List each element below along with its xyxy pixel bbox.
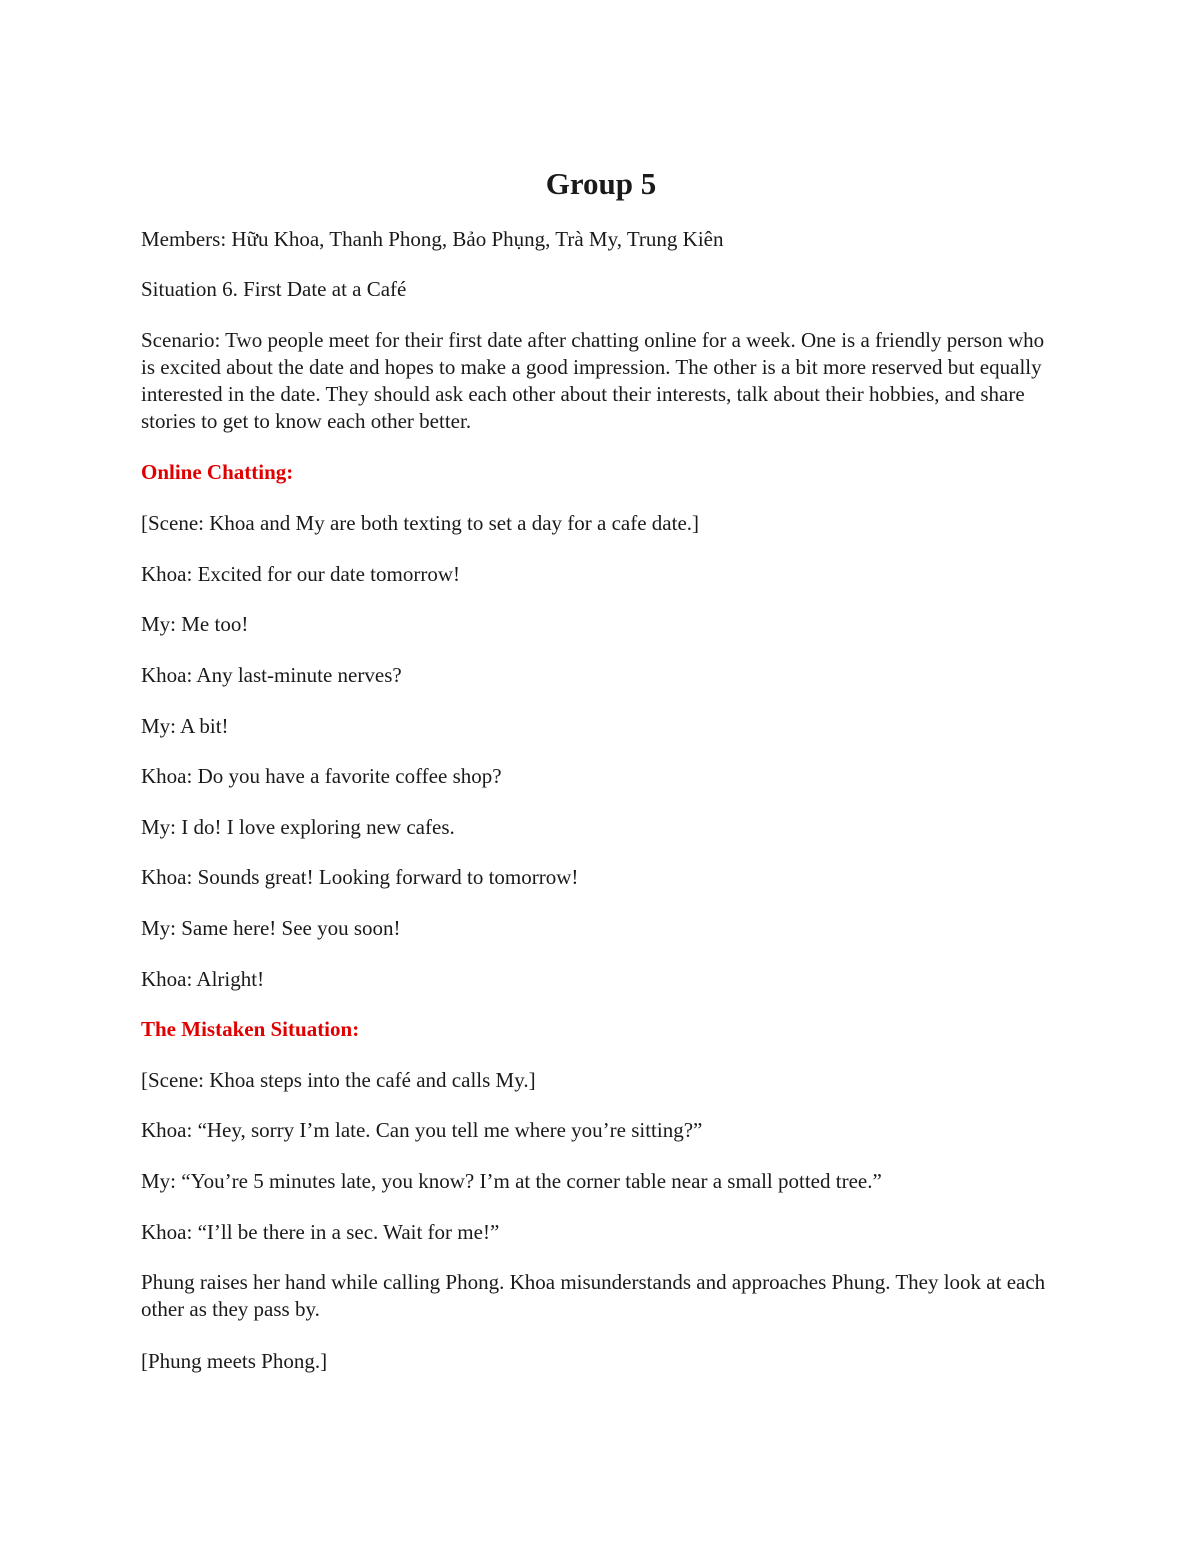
dialogue-line: Khoa: Alright!: [141, 967, 265, 991]
dialogue-line: My: “You’re 5 minutes late, you know? I’m at the corner table near a small potted tree.”: [141, 1169, 882, 1193]
document-title: Group 5: [545, 166, 657, 201]
section-heading-mistaken-situation: The Mistaken Situation:: [141, 1017, 360, 1041]
dialogue-line: Khoa: Do you have a favorite coffee shop?: [141, 764, 502, 788]
dialogue-line: My: I do! I love exploring new cafes.: [141, 815, 455, 839]
dialogue-line: Khoa: Excited for our date tomorrow!: [141, 562, 460, 586]
narration-paragraph: Phung raises her hand while calling Phong. Khoa misunderstands and approaches Phung. They look at each other as they pass by.: [141, 1270, 1046, 1321]
situation-line: Situation 6. First Date at a Café: [141, 277, 407, 301]
dialogue-line: Khoa: “I’ll be there in a sec. Wait for me!”: [141, 1220, 500, 1244]
dialogue-line: [Phung meets Phong.]: [141, 1349, 328, 1373]
dialogue-line: Khoa: Sounds great! Looking forward to tomorrow!: [141, 865, 579, 889]
dialogue-line: [Scene: Khoa steps into the café and calls My.]: [141, 1068, 536, 1092]
dialogue-line: My: Same here! See you soon!: [141, 916, 401, 940]
dialogue-line: Khoa: Any last-minute nerves?: [141, 663, 402, 687]
section-heading-online-chatting: Online Chatting:: [141, 460, 294, 484]
members-line: Members: Hữu Khoa, Thanh Phong, Bảo Phụng, Trà My, Trung Kiên: [141, 227, 724, 251]
dialogue-line: My: Me too!: [141, 612, 249, 636]
dialogue-line: My: A bit!: [141, 714, 229, 738]
dialogue-line: [Scene: Khoa and My are both texting to set a day for a cafe date.]: [141, 511, 700, 535]
scenario-paragraph: Scenario: Two people meet for their first date after chatting online for a week. One is a friendly person who is excited about the date and hopes to make a good impression. The other is a bit more reserved but equally interested in the date. They should ask each other about their interests, talk about their hobbies, and share stories to get to know each other better.: [141, 328, 1045, 433]
dialogue-line: Khoa: “Hey, sorry I’m late. Can you tell me where you’re sitting?”: [141, 1118, 703, 1142]
